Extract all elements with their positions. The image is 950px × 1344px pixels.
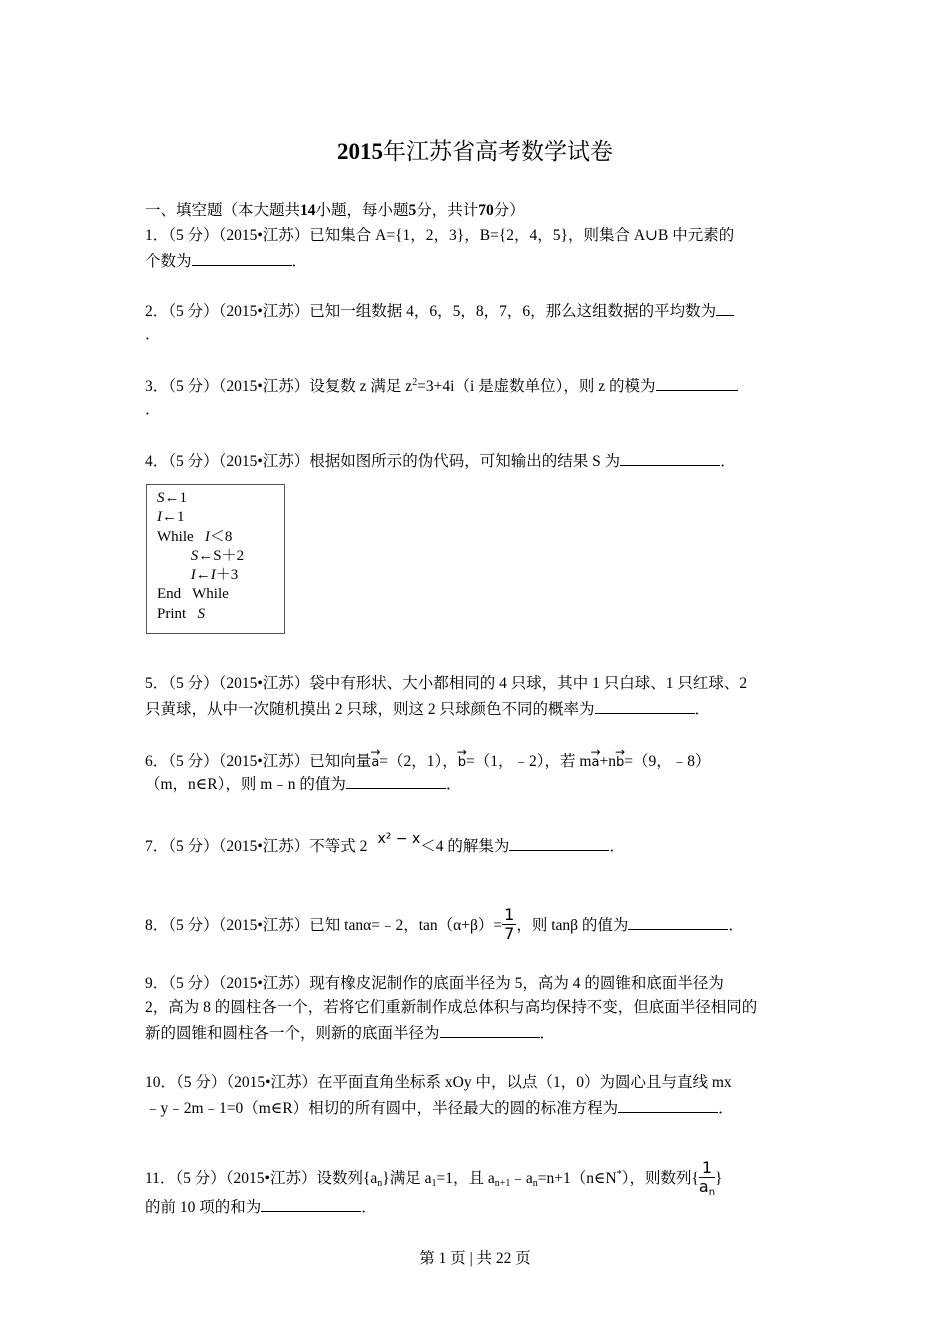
fraction: $\frac{1}{a_n}$	[698, 1158, 716, 1198]
code-line: While I＜8	[157, 528, 233, 545]
answer-blank[interactable]	[440, 1023, 540, 1038]
fraction: $\frac{1}{7}$	[504, 905, 515, 943]
question-9-line-3: 新的圆锥和圆柱各一个，则新的底面半径为 ．	[145, 1025, 556, 1042]
question-3-line-2: ．	[145, 401, 161, 418]
answer-blank[interactable]	[628, 915, 728, 930]
answer-blank[interactable]	[192, 251, 292, 266]
answer-blank[interactable]	[261, 1197, 361, 1212]
question-1-line-2: 个数为 ．	[145, 253, 308, 270]
answer-blank[interactable]	[618, 1098, 718, 1113]
page-title: 2015年江苏省高考数学试卷	[337, 139, 613, 164]
answer-blank[interactable]	[656, 376, 738, 391]
code-line: S←1	[157, 490, 187, 506]
answer-blank[interactable]	[620, 451, 720, 466]
code-line: Print S	[157, 605, 205, 622]
question-1-line-1: 1．（5 分）（2015•江苏）已知集合 A={1，2，3}，B={2，4，5}，则集合 A∪B 中元素的	[145, 227, 735, 244]
question-5-line-1: 5．（5 分）（2015•江苏）袋中有形状、大小都相同的 4 只球，其中 1 只白球、1 只红球、2	[145, 675, 748, 692]
question-9-line-2: 2，高为 8 的圆柱各一个，若将它们重新制作成总体积与高均保持不变，但底面半径相同的	[145, 999, 758, 1016]
question-3-line-1: 3．（5 分）（2015•江苏）设复数 z 满足 $z^2=3+4i(i$ 是虚数单位），则 z 的模为	[145, 376, 738, 397]
question-9-line-1: 9．（5 分）（2015•江苏）现有橡皮泥制作的底面半径为 5，高为 4 的圆锥和底面半径为	[145, 975, 724, 992]
question-5-line-2: 只黄球，从中一次随机摸出 2 只球，则这 2 只球颜色不同的概率为 ．	[145, 701, 711, 718]
code-line: I←I＋3	[190, 567, 239, 584]
code-line: End While	[157, 586, 229, 603]
question-11-line-1: 11．（5 分）（2015•江苏）设数列$\{a_n\}$满足 $a_1=1$，且 $a_{n+1}﹣a_n=n+1(n\in N^*)$，则数列{ $\frac{1}{a_n}$ }	[145, 1158, 723, 1198]
page-footer: 第 1 页 | 共 22 页	[419, 1250, 531, 1267]
vector-b: → b	[616, 748, 624, 773]
question-6-line-2: （m，n∈R），则 m﹣n 的值为 ．	[145, 776, 462, 793]
vector-b: → b	[458, 748, 466, 773]
answer-blank[interactable]	[716, 301, 734, 316]
question-4-line-1: 4．（5 分）（2015•江苏）根据如图所示的伪代码，可知输出的结果 S 为 ．	[145, 453, 736, 470]
question-2-line-1: 2．（5 分）（2015•江苏）已知一组数据 4，6，5，8，7，6，那么这组数据的平均数为	[145, 301, 734, 322]
vector-a: → a	[591, 748, 599, 773]
question-8-line-1: 8．（5 分）（2015•江苏）已知 tanα=﹣2，tan（α+β）= $\frac{1}{7}$ ，则 tanβ 的值为 ．	[145, 905, 744, 943]
question-6-line-1: 6．（5 分）（2015•江苏）已知向量→ a=（2，1），→ b=（1，﹣2），若 m→ a+n→ b=（9，﹣8）	[145, 748, 710, 773]
answer-blank[interactable]	[595, 699, 695, 714]
code-line: I←1	[157, 509, 185, 526]
question-7-line-1: 7．（5 分）（2015•江苏）不等式 2 x² − x＜4 的解集为 ．	[145, 831, 625, 855]
question-2-line-2: ．	[145, 326, 161, 343]
section-heading: 一、填空题（本大题共14小题，每小题5分，共计70分）	[145, 202, 525, 219]
question-10-line-2: ﹣y﹣2m﹣1=0（m∈R）相切的所有圆中，半径最大的圆的标准方程为 ．	[145, 1100, 734, 1117]
answer-blank[interactable]	[509, 836, 609, 851]
vector-a: → a	[371, 748, 379, 773]
exponent: x² − x	[377, 831, 421, 847]
answer-blank[interactable]	[346, 774, 446, 789]
code-line: S←S＋2	[190, 547, 245, 564]
question-11-line-2: 的前 10 项的和为 ．	[145, 1199, 377, 1216]
pseudocode-box	[146, 484, 285, 634]
question-10-line-1: 10．（5 分）（2015•江苏）在平面直角坐标系 xOy 中，以点（1，0）为圆心且与直线 mx	[145, 1074, 732, 1091]
